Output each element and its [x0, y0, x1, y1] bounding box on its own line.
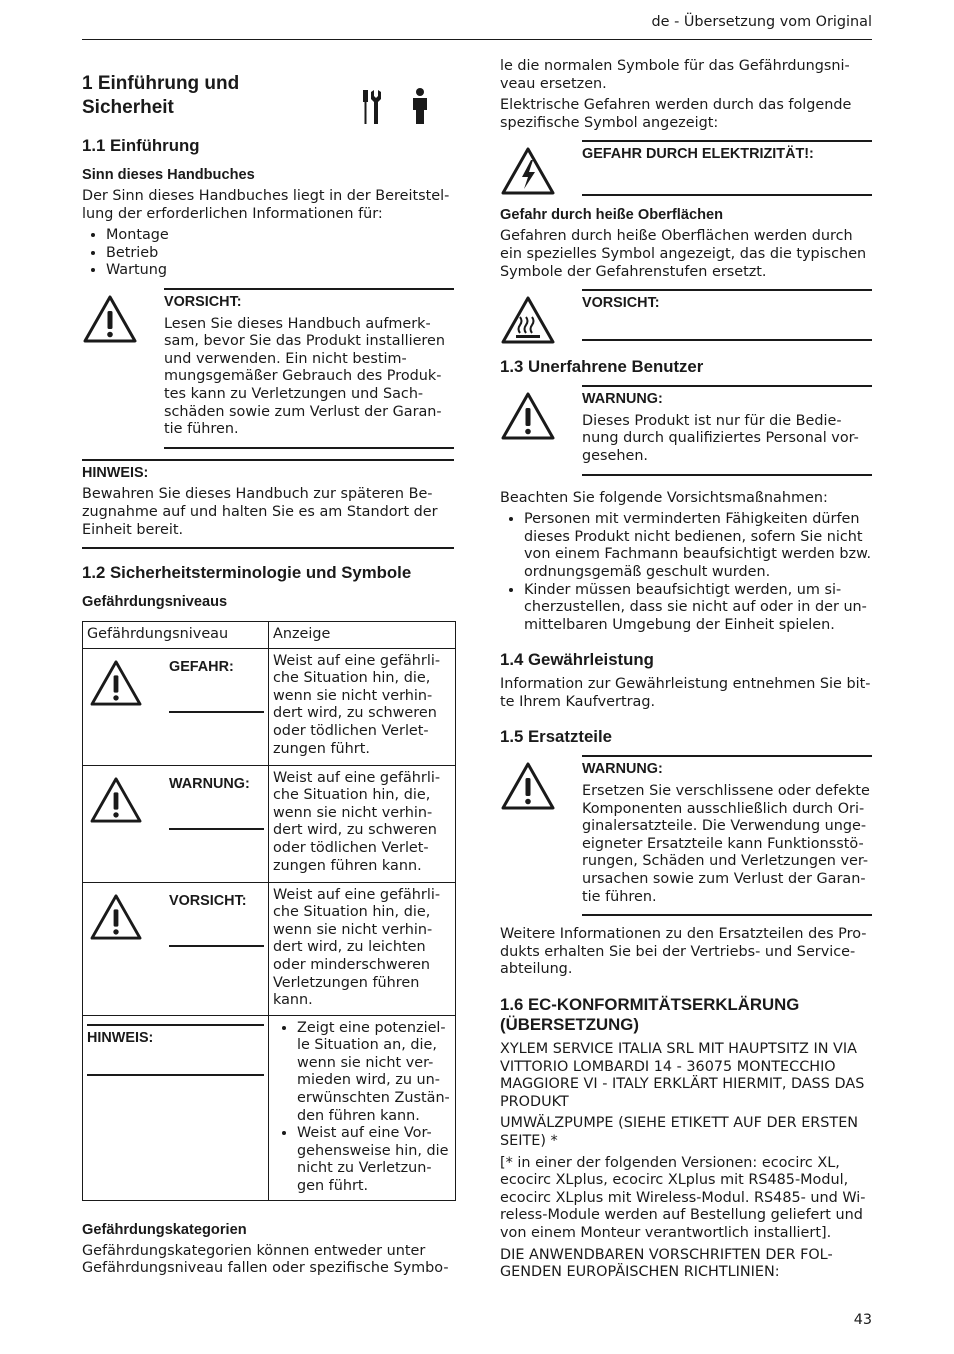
warning-triangle-icon	[500, 761, 556, 811]
categories-text: Gefährdungskategorien können entweder unter Gefährdungsniveau fallen oder spezifische Symbo-	[82, 1242, 449, 1277]
precautions-list	[500, 511, 872, 634]
hot-surface-label: VORSICHT:	[582, 295, 660, 312]
section-1-3-title: 1.3 Unerfahrene Benutzer	[500, 357, 704, 377]
level-description: Weist auf eine gefährli- che Situation hin, die, wenn sie nicht verhin- dert wird, zu schweren oder tödlichen Verlet- zungen führen kann.	[269, 765, 456, 882]
warning-triangle-icon	[500, 391, 556, 441]
level-rule	[169, 945, 264, 947]
level-rule	[87, 1024, 264, 1026]
hinweis-notice	[82, 459, 454, 549]
hazard-levels-table	[82, 621, 456, 1201]
purpose-list	[82, 227, 454, 280]
ec-paragraph: UMWÄLZPUMPE (SIEHE ETIKETT AUF DER ERSTEN SEITE) *	[500, 1115, 859, 1149]
level-rule	[169, 828, 264, 830]
list-item: • Kinder müssen beaufsichtigt werden, um si- cherzustellen, dass sie nicht auf oder in der un- mittelbaren Umgebung der Einheit spielen.	[524, 582, 872, 635]
table-header-row	[83, 622, 456, 649]
purpose-heading: Sinn dieses Handbuches	[82, 167, 255, 183]
electrical-intro: Elektrische Gefahren werden durch das folgende spezifische Symbol angezeigt:	[500, 97, 852, 131]
table-row	[83, 765, 456, 882]
hot-surface-heading: Gefahr durch heiße Oberflächen	[500, 207, 724, 224]
level-rule	[87, 1074, 264, 1076]
ec-paragraph: DIE ANWENDBAREN VORSCHRIFTEN DER FOL- GENDEN EUROPÄISCHEN RICHTLINIEN:	[500, 1246, 833, 1281]
table-row	[83, 1015, 456, 1200]
chapter-title-block	[82, 72, 454, 120]
person-icon	[408, 88, 432, 128]
level-label: HINWEIS:	[87, 1029, 154, 1046]
section-1-1-title: 1.1 Einführung	[82, 136, 200, 155]
warning-label: WARNUNG:	[582, 391, 663, 408]
warning-notice	[500, 385, 872, 475]
running-header: de - Übersetzung vom Original	[651, 14, 872, 30]
continued-text: le die normalen Symbole für das Gefährdungsni- veau ersetzen.	[500, 58, 850, 92]
section-1-6-title: 1.6 EC-KONFORMITÄTSERKLÄRUNG (ÜBERSETZUNG)	[500, 995, 800, 1034]
section-1-2-title: 1.2 Sicherheitsterminologie und Symbole	[82, 563, 412, 583]
precautions-intro: Beachten Sie folgende Vorsichtsmaßnahmen:	[500, 489, 828, 506]
hinweis-text: Bewahren Sie dieses Handbuch zur späteren Be- zugnahme auf und halten Sie es am Standort der Einheit bereit.	[82, 486, 438, 538]
section-1-5-title: 1.5 Ersatzteile	[500, 727, 612, 747]
list-item: • Zeigt eine potenziel- le Situation an, die, wenn sie nicht ver- mieden wird, zu un- erwünschten Zustän- den führen kann.	[297, 1020, 451, 1126]
warning-notice	[500, 755, 872, 916]
caution-label: VORSICHT:	[164, 293, 242, 310]
categories-heading: Gefährdungskategorien	[82, 1221, 247, 1238]
level-description: Weist auf eine gefährli- che Situation hin, die, wenn sie nicht verhin- dert wird, zu schweren oder tödlichen Verlet- zungen führt.	[269, 648, 456, 765]
table-row	[83, 882, 456, 1015]
warning-triangle-icon	[82, 294, 138, 344]
caution-text: Lesen Sie dieses Handbuch aufmerk- sam, bevor Sie das Produkt installieren und verwenden. Ein nicht bestim- mungsgemäßer Gebrauch des Produk- tes kann zu Verletzungen und Sach- schäden sowie zum Verlust der Garan- tie führen.	[164, 315, 446, 438]
table-row	[83, 648, 456, 765]
parts-text: Weitere Informationen zu den Ersatzteilen des Pro- dukts erhalten Sie bei der Vertriebs- und Service- abteilung.	[500, 926, 867, 978]
chapter-title-line2: Sicherheit	[82, 97, 174, 118]
warning-text: Ersetzen Sie verschlissene oder defekte Komponenten ausschließlich durch Ori- ginalersatzteile. Die Verwendung unge- eigneter Ersatzteile kann Funktionsstö- rungen, Schäden und Verletzungen ver- ursachen sowie zum Verlust der Garan- tie führen.	[582, 783, 870, 905]
left-column	[82, 58, 454, 1282]
hot-surface-icon	[500, 295, 556, 345]
ec-paragraph: XYLEM SERVICE ITALIA SRL MIT HAUPTSITZ IN VIA VITTORIO LOMBARDI 14 - 36075 MONTECCHIO MAGGIORE VI - ITALY ERKLÄRT HIERMIT, DASS DAS PRODUKT	[500, 1041, 865, 1110]
list-item: • Betrieb	[106, 245, 454, 263]
right-column	[500, 58, 872, 1286]
purpose-text: Der Sinn dieses Handbuches liegt in der Bereitstel- lung der erforderlichen Informationen für:	[82, 188, 450, 222]
hinweis-label: HINWEIS:	[82, 464, 149, 481]
level-label: WARNUNG:	[169, 775, 250, 792]
caution-notice	[82, 288, 454, 449]
list-item: • Weist auf eine Vor- gehensweise hin, die nicht zu Verletzun- gen führt.	[297, 1125, 451, 1195]
warning-triangle-icon	[89, 659, 143, 707]
warning-label: WARNUNG:	[582, 761, 663, 778]
electrical-notice	[500, 140, 872, 196]
warning-triangle-icon	[89, 893, 143, 941]
hinweis-list	[273, 1020, 451, 1196]
levels-heading: Gefährdungsniveaus	[82, 594, 228, 611]
warranty-text: Information zur Gewährleistung entnehmen Sie bit- te Ihrem Kaufvertrag.	[500, 676, 871, 710]
level-label: GEFAHR:	[169, 658, 234, 675]
hot-surface-notice	[500, 289, 872, 341]
warning-text: Dieses Produkt ist nur für die Bedie- nung durch qualifiziertes Personal vor- gesehen.	[582, 412, 859, 464]
header-rule	[82, 39, 872, 40]
electrical-label: GEFAHR DURCH ELEKTRIZITÄT!:	[582, 146, 814, 163]
chapter-title-line1: 1 Einführung und	[82, 73, 240, 94]
level-rule	[169, 711, 264, 713]
warning-triangle-icon	[89, 776, 143, 824]
level-label: VORSICHT:	[169, 892, 247, 909]
list-item: • Personen mit verminderten Fähigkeiten dürfen dieses Produkt nicht bedienen, sofern Sie nicht von einem Fachmann beaufsichtigt werden bzw. ordnungsgemäß geschult wurden.	[524, 511, 872, 581]
level-description: Weist auf eine gefährli- che Situation hin, die, wenn sie nicht verhin- dert wird, zu leichten oder minderschweren Verletzungen führen kann.	[269, 882, 456, 1015]
page-number: 43	[853, 1312, 872, 1328]
section-1-4-title: 1.4 Gewährleistung	[500, 650, 654, 670]
table-header-cell: Anzeige	[269, 622, 456, 649]
ec-paragraph: [* in einer der folgenden Versionen: ecocirc XL, ecocirc XLplus, ecocirc XLplus mit RS485-Modul, ecocirc XLplus mit Wireless-Modul. RS485- und Wi- reless-Module werden auf Bestellung geliefert und von einem Monteur verantwortlich installiert].	[500, 1154, 866, 1241]
electric-hazard-icon	[500, 146, 556, 196]
table-header-cell: Gefährdungsniveau	[83, 622, 269, 649]
list-item: • Montage	[106, 227, 454, 245]
hot-surface-text: Gefahren durch heiße Oberflächen werden durch ein spezielles Symbol angezeigt, das die typischen Symbole der Gefahrenstufen ersetzt.	[500, 228, 867, 280]
list-item: • Wartung	[106, 262, 454, 280]
